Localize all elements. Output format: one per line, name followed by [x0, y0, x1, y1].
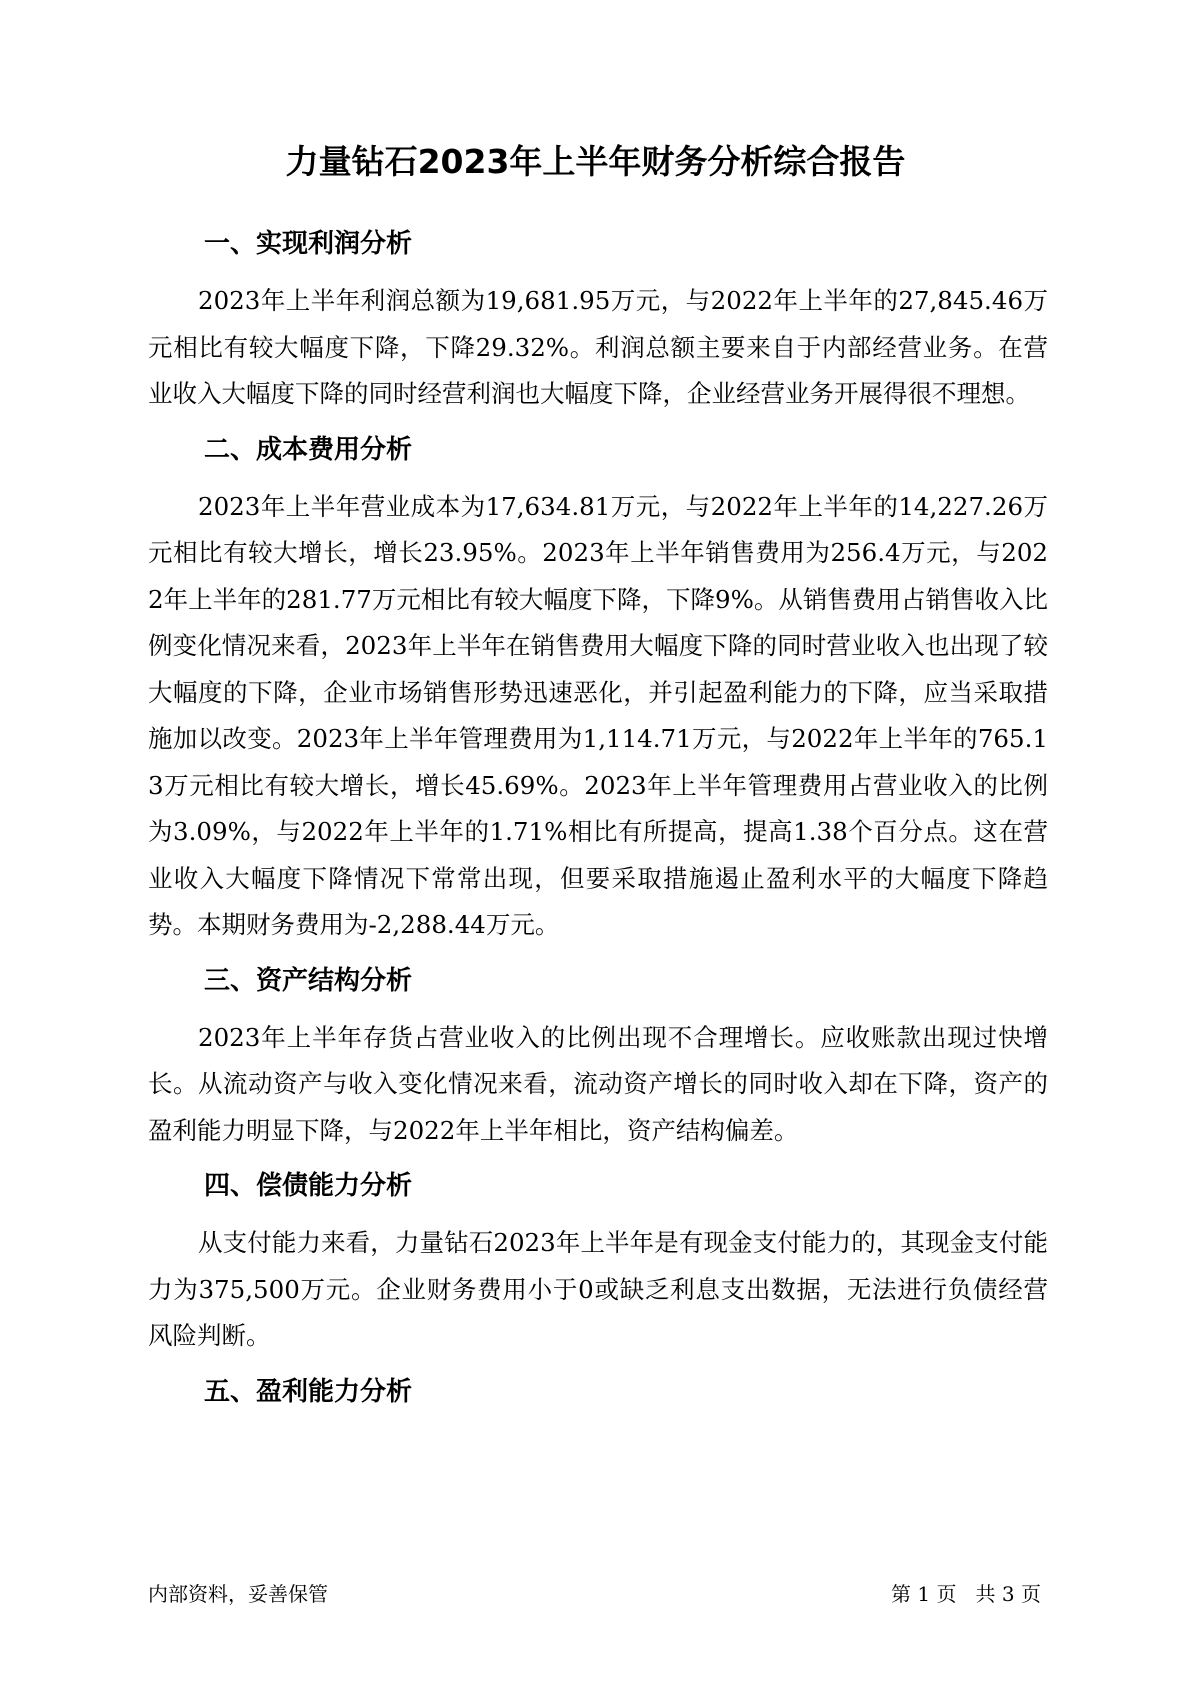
- section-heading: 一、实现利润分析: [204, 229, 413, 259]
- section-paragraph: 2023年上半年存货占营业收入的比例出现不合理增长。应收账款出现过快增长。从流动资产与收入变化情况来看，流动资产增长的同时收入却在下降，资产的盈利能力明显下降，与2022年上半年相比，资产结构偏差。: [148, 1022, 1048, 1145]
- section-paragraph: 2023年上半年利润总额为19,681.95万元，与2022年上半年的27,845.46万元相比有较大幅度下降，下降29.32%。利润总额主要来自于内部经营业务。在营业收入大幅度下降的同时经营利润也大幅度下降，企业经营业务开展得很不理想。: [148, 286, 1048, 408]
- section-cost: [148, 430, 1048, 949]
- section-heading: 五、盈利能力分析: [204, 1376, 413, 1407]
- report-body: [148, 224, 1048, 1426]
- section-profit: [148, 224, 1048, 418]
- section-heading: 三、资产结构分析: [204, 965, 413, 996]
- section-paragraph: 从支付能力来看，力量钻石2023年上半年是有现金支付能力的，其现金支付能力为375,500万元。企业财务费用小于0或缺乏利息支出数据，无法进行负债经营风险判断。: [148, 1228, 1048, 1350]
- section-paragraph: 2023年上半年营业成本为17,634.81万元，与2022年上半年的14,227.26万元相比有较大增长，增长23.95%。2023年上半年销售费用为256.4万元，与2022年上半年的281.77万元相比有较大幅度下降，下降9%。从销售费用占销售收入比例变化情况来看，2023年上半年在销售费用大幅度下降的同时营业收入也出现了较大幅度的下降，企业市场销售形势迅速恶化，并引起盈利能力的下降，应当采取措施加以改变。2023年上半年管理费用为1,114.71万元，与2022年上半年的765.13万元相比有较大增长，增长45.69%。2023年上半年管理费用占营业收入的比例为3.09%，与2022年上半年的1.71%相比有所提高，提高1.38个百分点。这在营业收入大幅度下降情况下常常出现，但要采取措施遏止盈利水平的大幅度下降趋势。本期财务费用为-2,288.44万元。: [148, 491, 1048, 939]
- report-title: 力量钻石2023年上半年财务分析综合报告: [285, 142, 906, 181]
- footer-confidential-note: 内部资料，妥善保管: [148, 1582, 328, 1606]
- section-heading: 二、成本费用分析: [204, 434, 413, 465]
- section-asset-structure: [148, 961, 1048, 1155]
- section-heading: 四、偿债能力分析: [204, 1171, 413, 1201]
- footer-page-number: 第 1 页 共 3 页: [891, 1582, 1041, 1606]
- section-solvency: [148, 1166, 1048, 1360]
- section-profitability: [148, 1372, 1048, 1412]
